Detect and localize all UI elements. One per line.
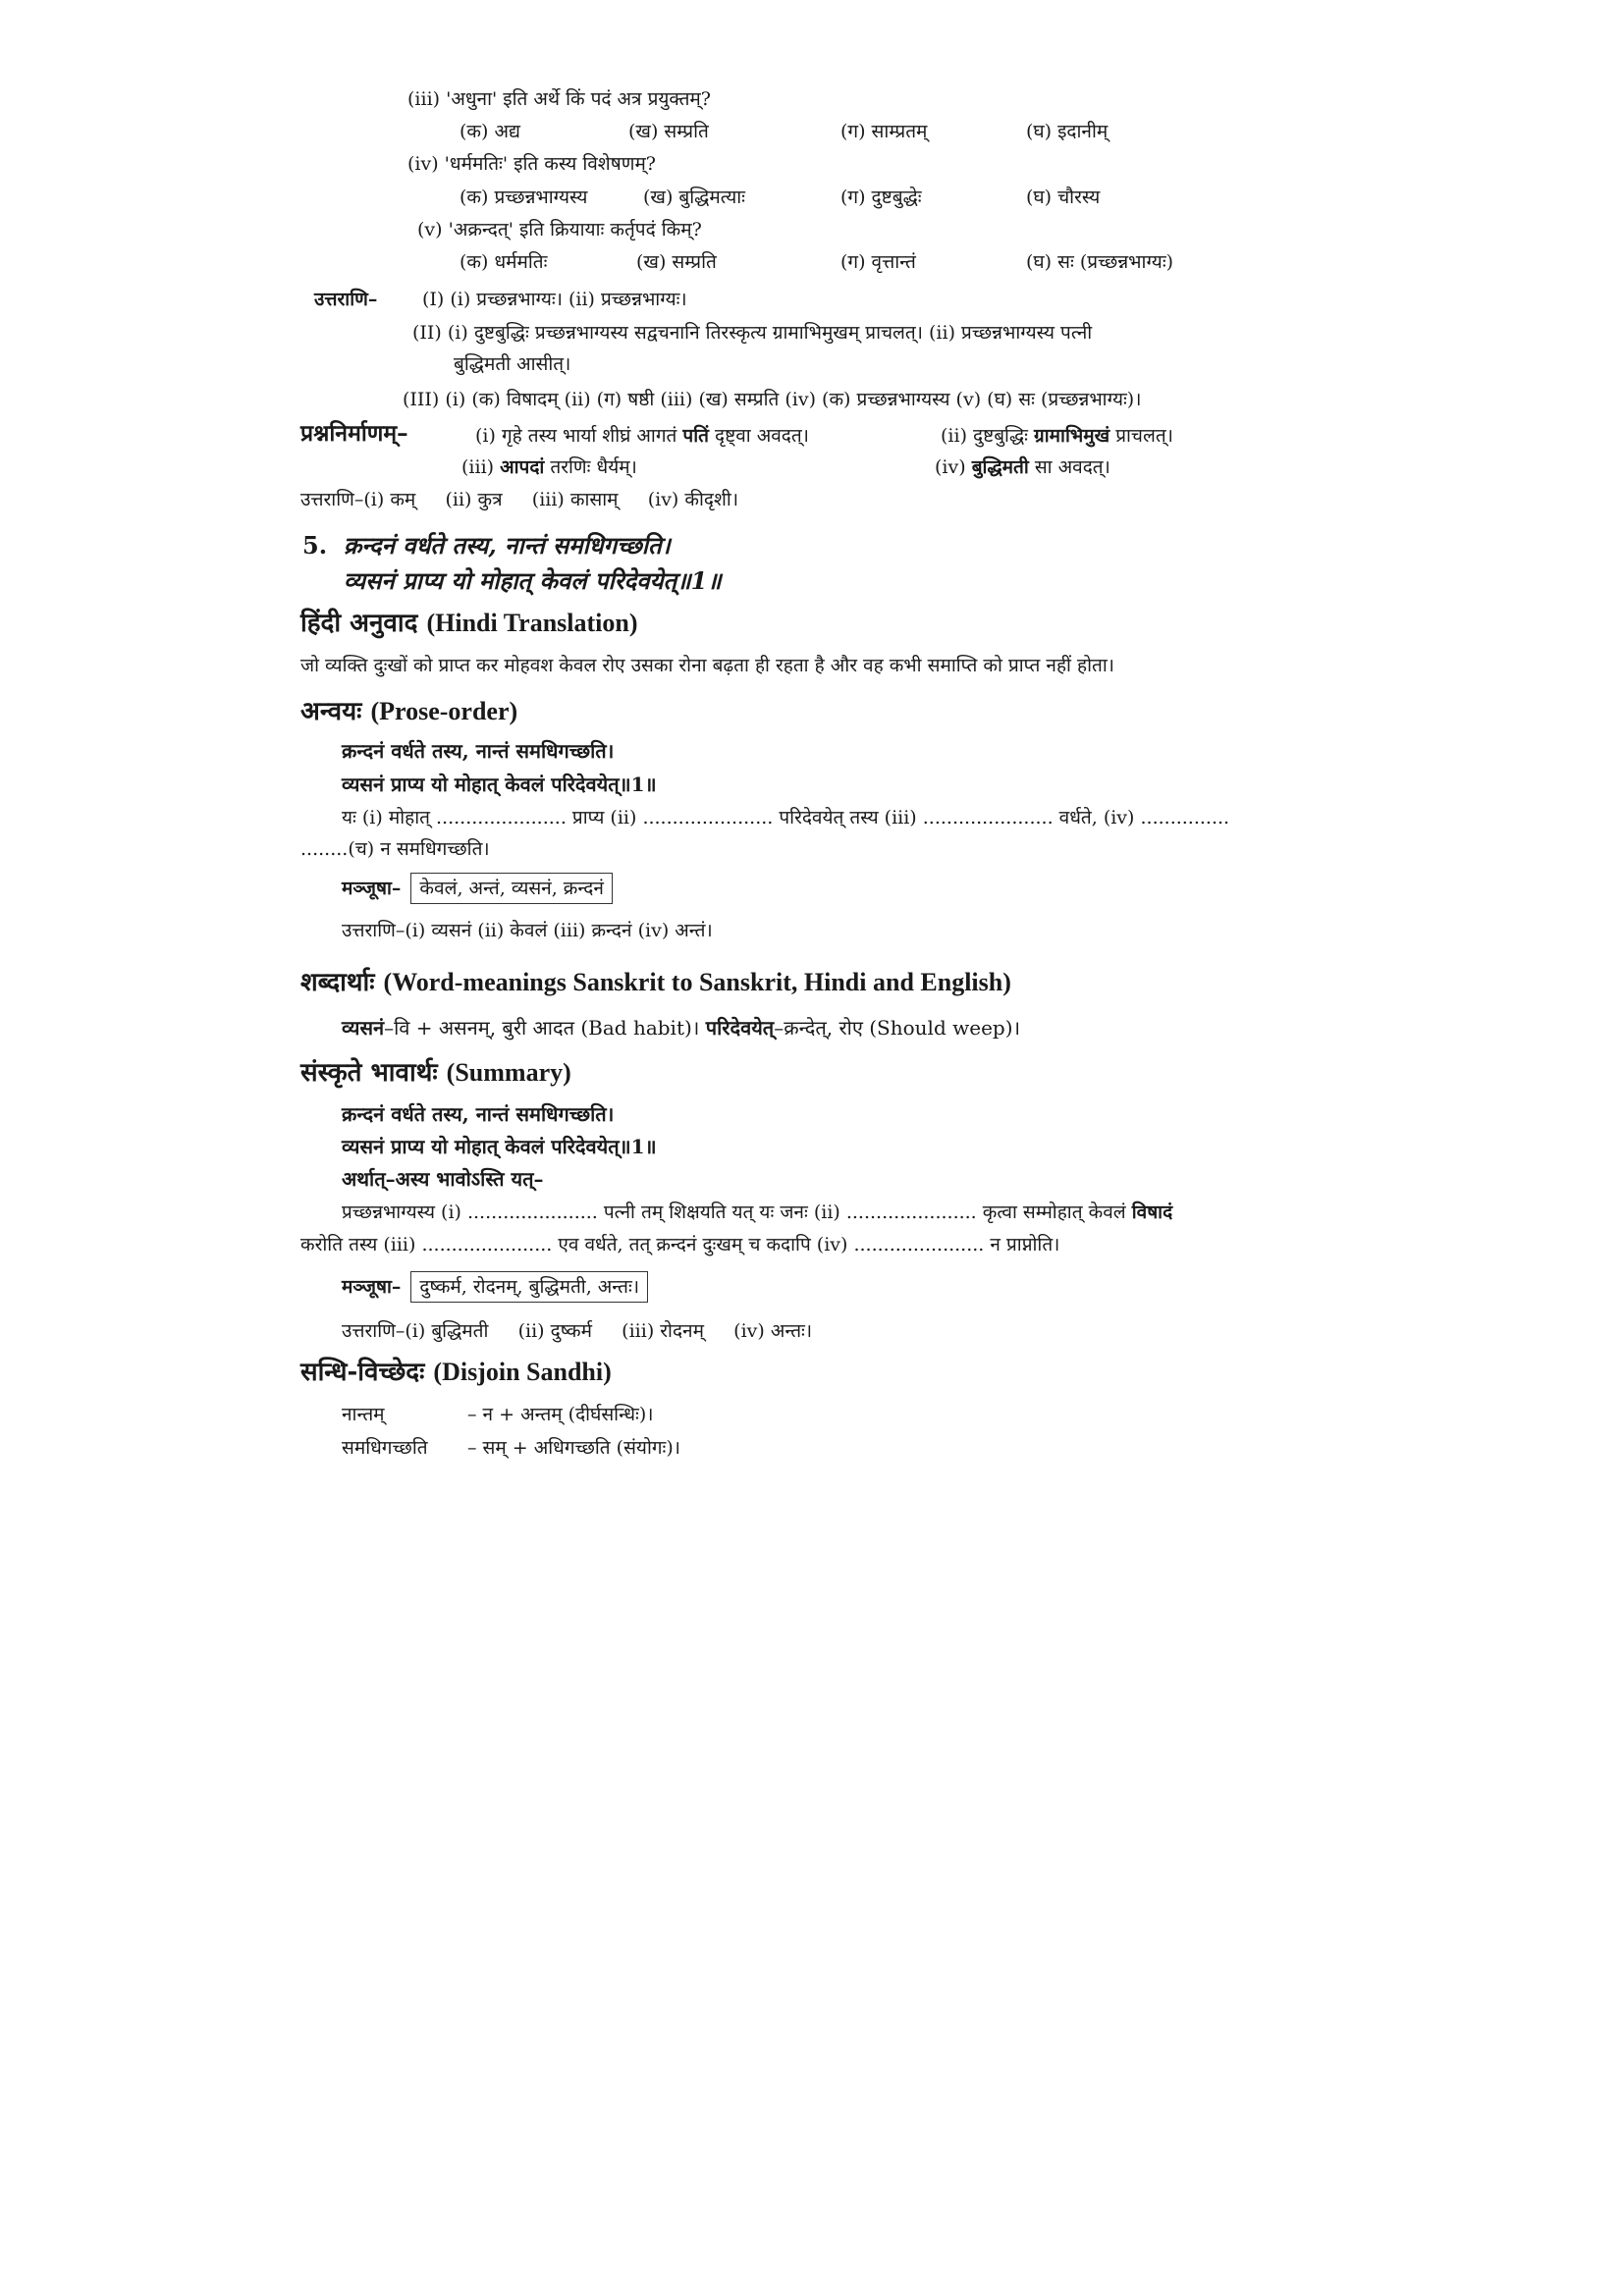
heading-hindi: अन्वयः — [300, 697, 362, 726]
verse-line: व्यसनं प्राप्य यो मोहात् केवलं परिदेवयेत्॥1॥ — [342, 1135, 657, 1158]
summary-heading — [300, 1056, 571, 1090]
word-box: दुष्कर्म, रोदनम्, बुद्धिमती, अन्तः। — [410, 1271, 648, 1303]
heading-hindi: शब्दार्थाः — [300, 968, 375, 997]
text: तरणिः धैर्यम्। — [550, 456, 637, 478]
question-iv: (iv) 'धर्ममतिः' इति कस्य विशेषणम्? — [407, 153, 656, 175]
answers-line: बुद्धिमती आसीत्। — [454, 353, 571, 375]
word-box-label: मञ्जूषा– — [342, 878, 402, 899]
heading-english: (Disjoin Sandhi) — [433, 1358, 612, 1386]
prose-order-heading — [300, 695, 517, 728]
option-b: (ख) सम्प्रति — [628, 121, 709, 142]
meaning: –क्रन्देत्, रोए (Should weep)। — [774, 1016, 1021, 1040]
text: (iv) — [935, 456, 966, 478]
heading-english: (Summary) — [446, 1058, 571, 1087]
verse-line: व्यसनं प्राप्य यो मोहात् केवलं परिदेवयेत्॥1॥ — [342, 773, 657, 796]
verse-line: व्यसनं प्राप्य यो मोहात् केवलं परिदेवयेत्॥1॥ — [344, 566, 722, 595]
question-formation-iii — [461, 454, 637, 480]
disjoin-sandhi-heading — [300, 1356, 612, 1389]
prose-order-answers: उत्तराणि–(i) व्यसनं (ii) केवलं (iii) क्रन्दनं (iv) अन्तं। — [342, 920, 713, 941]
question-formation-answers: उत्तराणि–(i) कम् (ii) कुत्र (iii) कासाम् (iv) कीदृशी। — [300, 489, 739, 510]
text: (iii) — [461, 456, 495, 478]
text: प्रच्छन्नभाग्यस्य (i) ...................... पत्नी तम् शिक्षयति यत् यः जनः (ii) ...................... कृत्वा सम्मोहात् केवलं — [342, 1201, 1126, 1223]
heading-hindi: हिंदी अनुवाद — [300, 609, 418, 638]
bold-word: ग्रामाभिमुखं — [1034, 425, 1110, 447]
option-d: (घ) चौरस्य — [1026, 187, 1101, 208]
text: (i) गृहे तस्य भार्या शीघ्रं आगतं — [475, 425, 677, 447]
option-c: (ग) वृत्तान्तं — [840, 251, 916, 273]
answers-line: (I) (i) प्रच्छन्नभाग्यः। (ii) प्रच्छन्नभाग्यः। — [422, 289, 687, 310]
bold-word: विषादं — [1131, 1201, 1173, 1223]
fill-in-blank — [342, 1200, 1172, 1225]
word-box-row — [342, 1271, 648, 1303]
verse-number: 5. — [302, 531, 328, 560]
heading-hindi: संस्कृते भावार्थः — [300, 1058, 438, 1088]
question-formation-ii — [941, 423, 1173, 449]
summary-intro: अर्थात्–अस्य भावोऽस्ति यत्– — [342, 1167, 544, 1191]
sandhi-word: समधिगच्छति — [342, 1437, 428, 1459]
word-box: केवलं, अन्तं, व्यसनं, क्रन्दनं — [410, 873, 612, 904]
word-meanings-line — [342, 1015, 1020, 1041]
bold-word: बुद्धिमती — [971, 456, 1029, 478]
sandhi-split: – सम् + अधिगच्छति (संयोगः)। — [467, 1437, 681, 1459]
sandhi-word: नान्तम् — [342, 1404, 385, 1425]
word-box-row — [342, 873, 613, 904]
option-b: (ख) बुद्धिमत्याः — [643, 187, 746, 208]
verse-line: क्रन्दनं वर्धते तस्य, नान्तं समधिगच्छति। — [342, 1102, 615, 1126]
option-b: (ख) सम्प्रति — [636, 251, 717, 273]
text: दृष्ट्वा अवदत्। — [715, 425, 809, 447]
option-d: (घ) सः (प्रच्छन्नभाग्यः) — [1026, 251, 1174, 273]
word: व्यसनं — [342, 1016, 385, 1040]
meaning: –वि + असनम्, बुरी आदत (Bad habit)। — [384, 1016, 700, 1040]
word-box-label: मञ्जूषा– — [342, 1276, 402, 1298]
word: परिदेवयेत् — [705, 1016, 775, 1040]
option-c: (ग) दुष्टबुद्धेः — [840, 187, 922, 208]
heading-english: (Word-meanings Sanskrit to Sanskrit, Hindi and English) — [383, 968, 1011, 996]
option-d: (घ) इदानीम् — [1026, 121, 1109, 142]
question-formation-iv — [935, 454, 1110, 480]
option-a: (क) अद्य — [460, 121, 520, 142]
text: प्राचलत्। — [1115, 425, 1173, 447]
sandhi-row — [342, 1435, 680, 1461]
answers-label: उत्तराणि– — [314, 289, 378, 310]
heading-english: (Hindi Translation) — [426, 609, 638, 637]
bold-word: पतिं — [682, 425, 709, 447]
question-v: (v) 'अक्रन्दत्' इति क्रियायाः कर्तृपदं किम्? — [417, 219, 702, 240]
option-a: (क) धर्ममतिः — [460, 251, 548, 273]
hindi-translation-heading — [300, 607, 638, 640]
heading-english: (Prose-order) — [370, 697, 518, 725]
verse-line: क्रन्दनं वर्धते तस्य, नान्तं समधिगच्छति। — [342, 739, 615, 763]
answers-line: (II) (i) दुष्टबुद्धिः प्रच्छन्नभाग्यस्य सद्वचनानि तिरस्कृत्य ग्रामाभिमुखम् प्राचलत्। (ii) प्रच्छन्नभाग्यस्य पत्नी — [412, 322, 1093, 344]
question-iii: (iii) 'अधुना' इति अर्थे किं पदं अत्र प्रयुक्तम्? — [407, 88, 711, 110]
heading-hindi: सन्धि-विच्छेदः — [300, 1358, 425, 1387]
bold-word: आपदां — [500, 456, 545, 478]
question-formation-label: प्रश्ननिर्माणम्– — [300, 420, 408, 447]
sandhi-row — [342, 1402, 654, 1427]
fill-in-blank: यः (i) मोहात् ...................... प्राप्य (ii) ...................... परिदेवयेत् तस्य (iii) ...................... वर्धते, (iv) ............... — [342, 807, 1230, 828]
sandhi-split: – न + अन्तम् (दीर्घसन्धिः)। — [467, 1404, 654, 1425]
answers-line: (III) (i) (क) विषादम् (ii) (ग) षष्ठी (iii) (ख) सम्प्रति (iv) (क) प्रच्छन्नभाग्यस्य (v) (घ) सः (प्रच्छन्नभाग्यः)। — [403, 389, 1142, 410]
text: सा अवदत्। — [1034, 456, 1110, 478]
summary-answers: उत्तराणि–(i) बुद्धिमती (ii) दुष्कर्म (iii) रोदनम् (iv) अन्तः। — [342, 1320, 813, 1342]
question-formation-i — [475, 423, 809, 449]
text: (ii) दुष्टबुद्धिः — [941, 425, 1028, 447]
option-a: (क) प्रच्छन्नभाग्यस्य — [460, 187, 588, 208]
option-c: (ग) साम्प्रतम् — [840, 121, 928, 142]
verse-line: क्रन्दनं वर्धते तस्य, नान्तं समधिगच्छति। — [344, 531, 671, 560]
word-meanings-heading — [300, 966, 1011, 999]
fill-in-blank: ........(च) न समधिगच्छति। — [300, 838, 490, 860]
hindi-translation-text: जो व्यक्ति दुःखों को प्राप्त कर मोहवश केवल रोए उसका रोना बढ़ता ही रहता है और वह कभी समाप्ति को प्राप्त नहीं होता। — [300, 655, 1114, 676]
fill-in-blank: करोति तस्य (iii) ...................... एव वर्धते, तत् क्रन्दनं दुःखम् च कदापि (iv) ...................... न प्राप्नोति। — [300, 1234, 1060, 1255]
